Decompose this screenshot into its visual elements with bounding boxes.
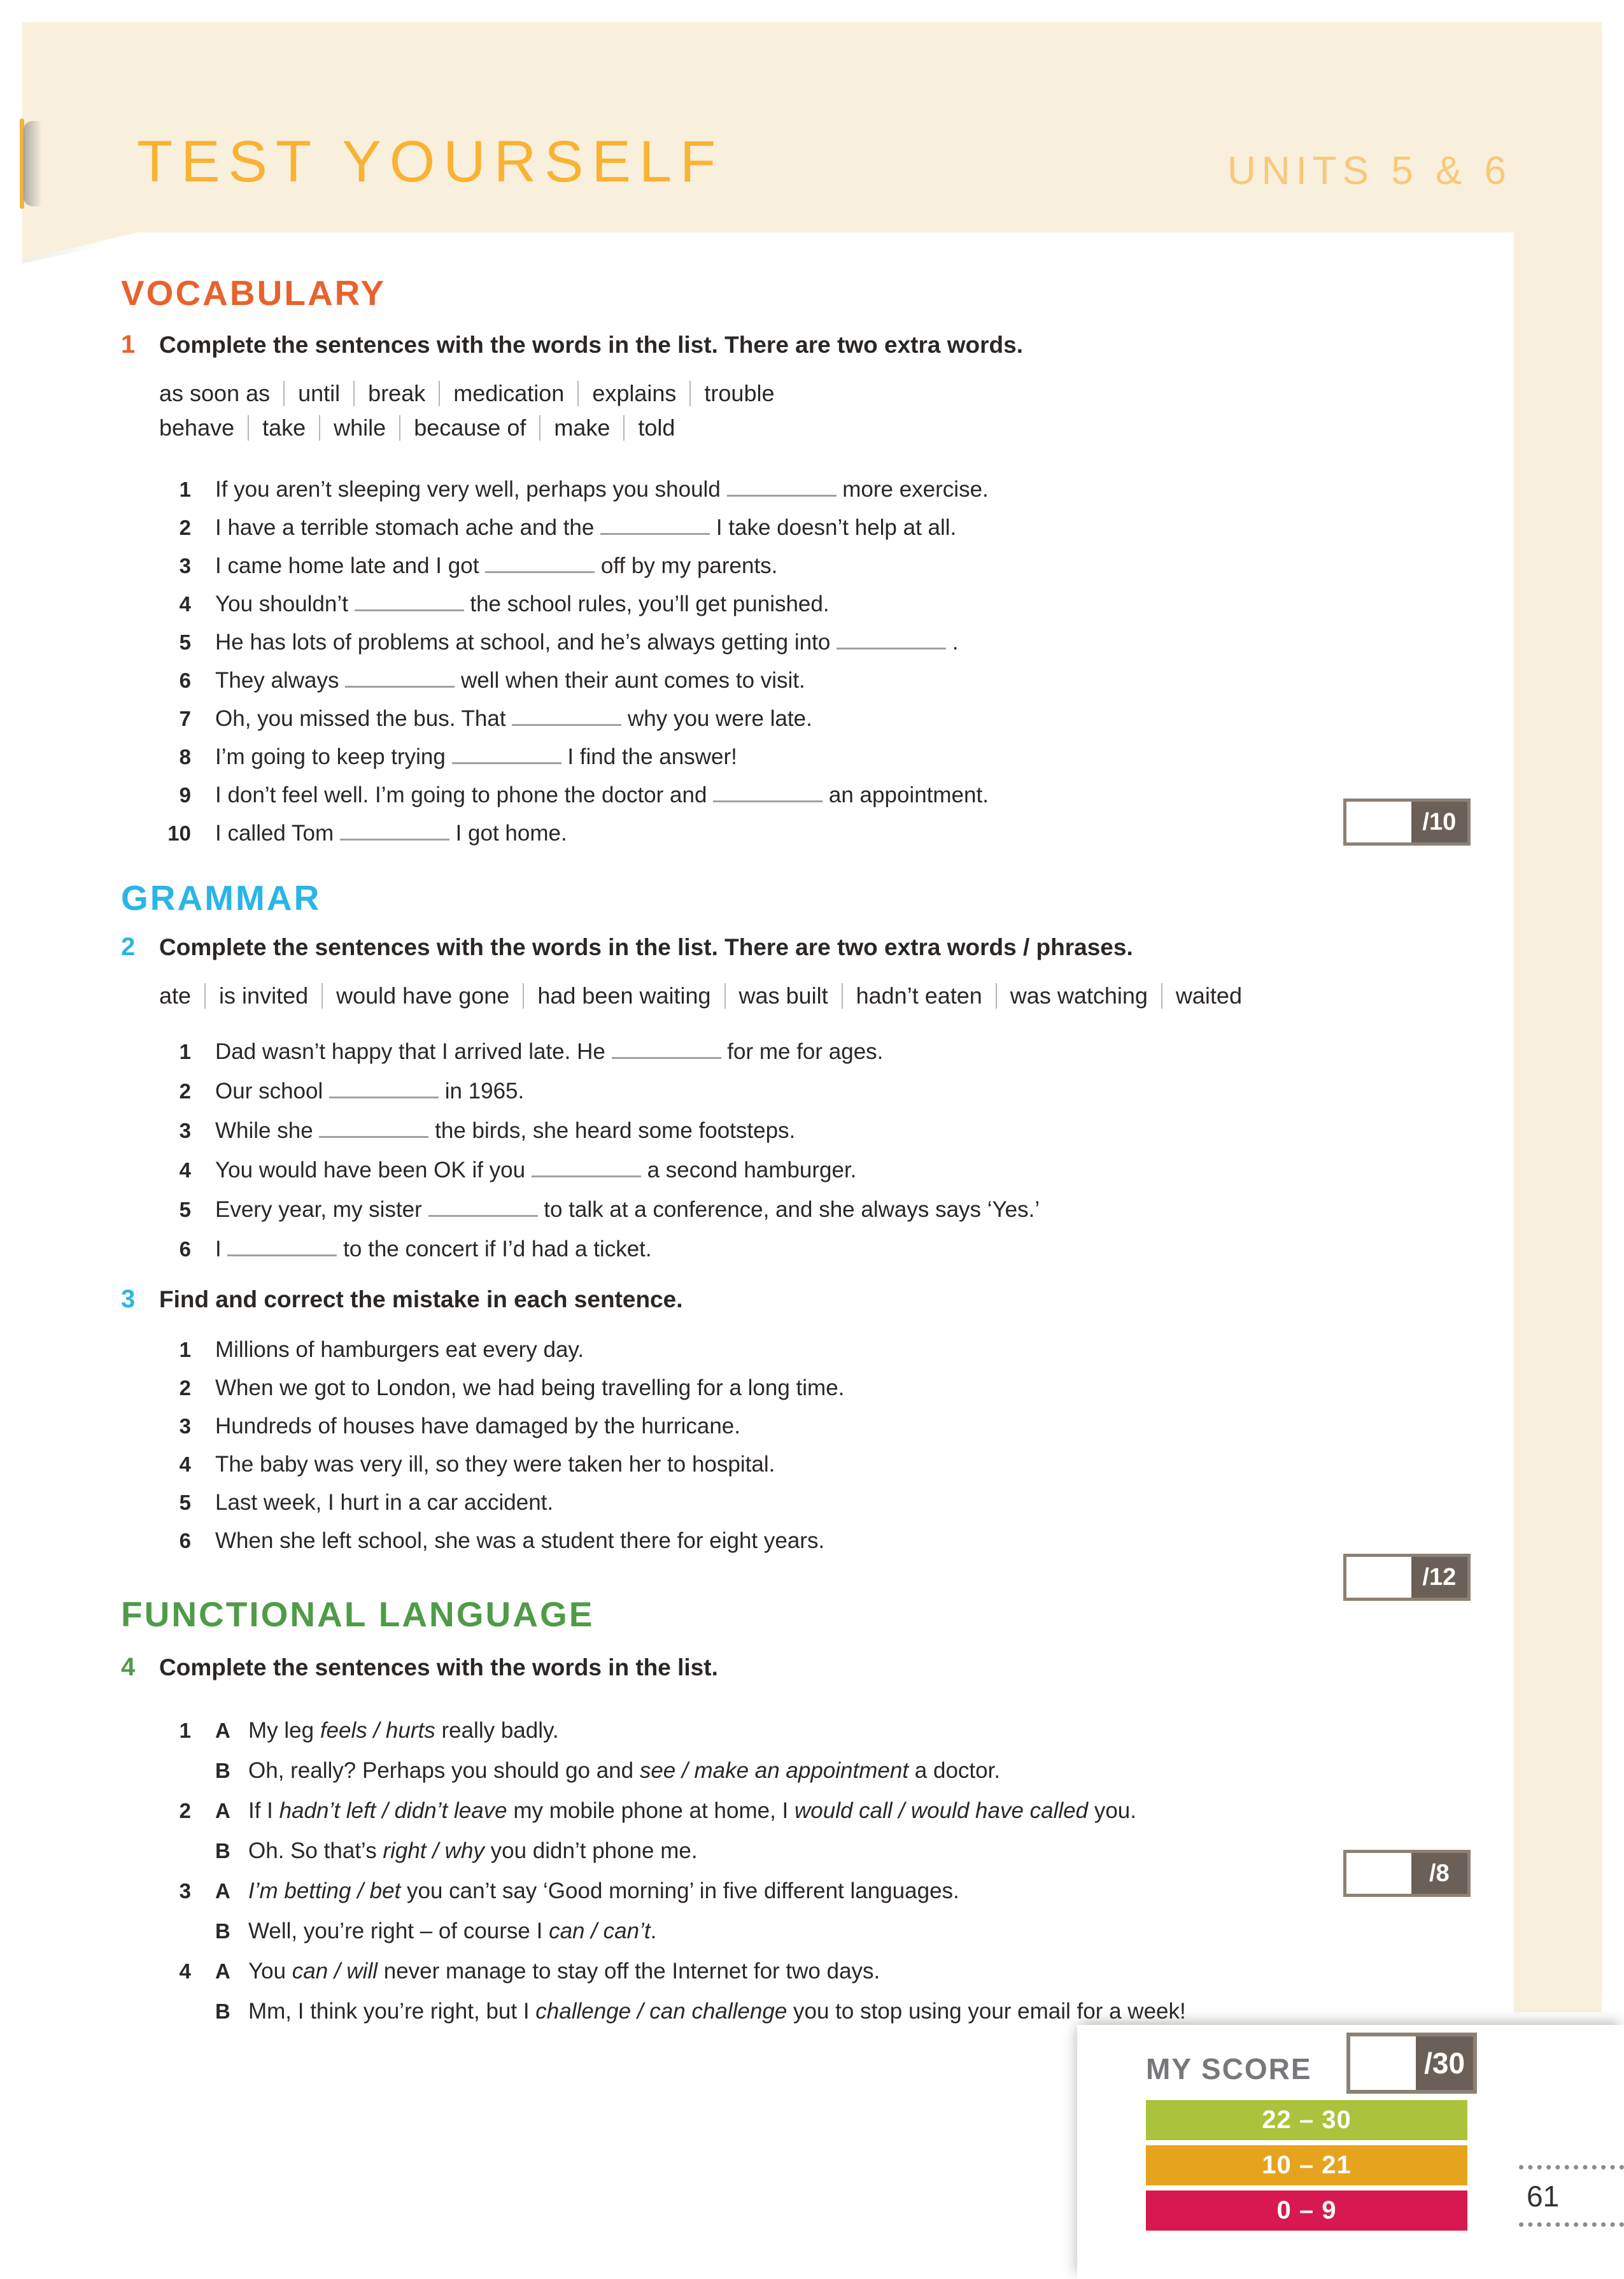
word-separator: [539, 415, 540, 441]
score-input-box[interactable]: [1350, 2036, 1416, 2090]
word-option: was watching: [1010, 983, 1148, 1009]
score-box-functional: [1343, 1850, 1471, 1897]
word-separator: [523, 983, 524, 1009]
exercise-item: [121, 776, 1515, 814]
item-text: I to the concert if I’d had a ticket.: [215, 1237, 652, 1261]
exercise-item: [121, 700, 1515, 738]
score-box-grammar: [1343, 1554, 1471, 1601]
word-separator: [1161, 983, 1162, 1009]
speaker-label: B: [215, 1999, 230, 2023]
exercise-item: [121, 1072, 1515, 1111]
exercise-1-word-list: [159, 376, 1515, 445]
word-option: is invited: [219, 983, 309, 1009]
item-number: 1: [179, 1040, 191, 1063]
item-number: [121, 1750, 191, 1791]
dialogue-line: [121, 1750, 1515, 1791]
answer-blank[interactable]: [485, 567, 595, 573]
line-text: Mm, I think you’re right, but I challenge / can challenge you to stop using your email for a week!: [248, 1999, 1186, 2024]
exercise-4-number: 4: [121, 1653, 136, 1681]
word-list-row: [159, 376, 1515, 411]
word-option: break: [368, 380, 426, 406]
score-box-vocabulary: [1343, 799, 1471, 846]
answer-blank[interactable]: [713, 797, 823, 802]
word-option: would have gone: [336, 983, 510, 1009]
exercise-3-instruction: Find and correct the mistake in each sentence.: [159, 1286, 683, 1312]
dialogue-line: [121, 1911, 1515, 1951]
speaker-label: A: [215, 1719, 230, 1742]
speaker-label: B: [215, 1839, 230, 1863]
choice-options: can / can’t: [549, 1919, 651, 1943]
word-option: hadn’t eaten: [856, 983, 982, 1009]
exercise-item: [121, 1190, 1515, 1230]
word-separator: [283, 381, 285, 406]
answer-blank[interactable]: [727, 491, 837, 497]
score-band: [1146, 2100, 1467, 2140]
word-option: because of: [414, 415, 526, 441]
item-text: The baby was very ill, so they were taken her to hospital.: [215, 1452, 775, 1477]
choice-options: hadn’t left / didn’t leave: [279, 1798, 507, 1823]
exercise-3-header: [121, 1284, 1515, 1314]
item-number: 4: [179, 1452, 191, 1476]
header-band: [22, 22, 1602, 232]
exercise-2-header: [121, 932, 1515, 962]
my-score-label: MY SCORE: [1146, 2052, 1312, 2085]
item-text: Oh, you missed the bus. That why you were late.: [215, 706, 812, 731]
line-text: Well, you’re right – of course I can / can’t.: [248, 1919, 657, 1943]
exercise-1-number: 1: [121, 330, 136, 359]
answer-blank[interactable]: [452, 758, 561, 764]
item-number: 2: [179, 1079, 191, 1103]
answer-blank[interactable]: [319, 1132, 428, 1138]
exercise-item: [121, 1151, 1515, 1190]
item-text: Our school in 1965.: [215, 1079, 525, 1104]
item-number: 6: [179, 1237, 191, 1261]
answer-blank[interactable]: [329, 1093, 439, 1098]
units-label: UNITS 5 & 6: [1227, 149, 1512, 193]
item-number: 8: [179, 745, 191, 769]
section-functional-language: [121, 1595, 1515, 2031]
word-option: until: [298, 380, 341, 406]
item-number: 6: [179, 1529, 191, 1552]
item-number: 4: [179, 1158, 191, 1182]
item-number: 1: [179, 1338, 191, 1361]
answer-blank[interactable]: [340, 835, 449, 841]
item-number: 1: [179, 1719, 191, 1742]
word-option: as soon as: [159, 380, 271, 406]
word-separator: [577, 381, 579, 406]
item-number: [121, 1911, 191, 1951]
exercise-item: [121, 585, 1515, 623]
exercise-item: [121, 1331, 1515, 1369]
item-text: I don’t feel well. I’m going to phone the doctor and an appointment.: [215, 783, 989, 807]
exercise-item: [121, 1407, 1515, 1445]
answer-blank[interactable]: [532, 1172, 641, 1177]
dialogue-line: [121, 1710, 1515, 1750]
choice-options: challenge / can challenge: [535, 1999, 787, 2024]
word-list-row: [159, 979, 1515, 1013]
line-text: I’m betting / bet you can’t say ‘Good morning’ in five different languages.: [248, 1878, 959, 1903]
item-text: When she left school, she was a student there for eight years.: [215, 1528, 825, 1553]
right-margin-band: [1514, 22, 1602, 2012]
dotted-divider-top: [1519, 2165, 1624, 2169]
section-heading-vocabulary: VOCABULARY: [121, 273, 386, 313]
speaker-label: A: [215, 1879, 230, 1903]
word-separator: [842, 983, 843, 1009]
item-text: You shouldn’t the school rules, you’ll get punished.: [215, 592, 830, 616]
score-input-box[interactable]: [1346, 1853, 1411, 1894]
side-tab-shadow: [24, 121, 45, 206]
score-max-label: /30: [1416, 2036, 1473, 2090]
word-separator: [996, 983, 997, 1009]
speaker-label: A: [215, 1799, 230, 1822]
item-number: 3: [179, 1119, 191, 1142]
word-separator: [248, 415, 249, 441]
exercise-2-number: 2: [121, 933, 136, 961]
answer-blank[interactable]: [227, 1251, 337, 1256]
line-text: If I hadn’t left / didn’t leave my mobile phone at home, I would call / would have called you.: [248, 1798, 1136, 1823]
word-option: was built: [738, 983, 828, 1009]
speaker-label: B: [215, 1919, 230, 1943]
word-option: make: [554, 415, 611, 441]
page-number: 61: [1527, 2180, 1560, 2213]
choice-options: see / make an appointment: [639, 1758, 909, 1783]
word-separator: [399, 415, 400, 441]
word-option: while: [334, 415, 386, 441]
word-option: had been waiting: [537, 983, 711, 1009]
item-number: 10: [167, 821, 191, 845]
my-score-panel: [1077, 2025, 1624, 2279]
choice-options: can / will: [292, 1959, 378, 1984]
answer-blank[interactable]: [612, 1053, 721, 1059]
item-number: 5: [179, 630, 191, 654]
answer-blank[interactable]: [600, 529, 710, 535]
item-number: 6: [179, 669, 191, 692]
exercise-4-header: [121, 1652, 1515, 1682]
item-text: While she the birds, she heard some footsteps.: [215, 1118, 796, 1143]
item-number: 2: [179, 516, 191, 539]
item-number: 3: [179, 554, 191, 578]
exercise-2-word-list: [159, 979, 1515, 1013]
word-option: take: [262, 415, 306, 441]
dialogue-line: [121, 1791, 1515, 1831]
item-number: 2: [179, 1799, 191, 1822]
choice-options: would call / would have called: [794, 1798, 1089, 1823]
item-number: 4: [179, 1959, 191, 1983]
exercise-3-number: 3: [121, 1285, 136, 1313]
line-text: You can / will never manage to stay off the Internet for two days.: [248, 1959, 880, 1984]
section-heading-functional-language: FUNCTIONAL LANGUAGE: [121, 1594, 595, 1634]
section-heading-grammar: GRAMMAR: [121, 878, 321, 918]
word-option: waited: [1175, 983, 1242, 1009]
exercise-item: [121, 1445, 1515, 1484]
item-number: 7: [179, 707, 191, 730]
word-separator: [623, 415, 625, 441]
item-number: 5: [179, 1491, 191, 1514]
item-text: I called Tom I got home.: [215, 821, 567, 846]
item-number: 1: [179, 478, 191, 501]
item-text: He has lots of problems at school, and he’s always getting into .: [215, 630, 959, 655]
item-text: Hundreds of houses have damaged by the hurricane.: [215, 1414, 740, 1438]
exercise-item: [121, 738, 1515, 776]
exercise-item: [121, 547, 1515, 585]
choice-options: I’m betting / bet: [248, 1878, 401, 1903]
page-title: TEST YOURSELF: [137, 129, 724, 194]
dotted-divider-bottom: [1519, 2222, 1624, 2227]
item-text: Dad wasn’t happy that I arrived late. He for me for ages.: [215, 1039, 884, 1064]
exercise-1-instruction: Complete the sentences with the words in the list. There are two extra words.: [159, 332, 1023, 358]
item-number: 9: [179, 783, 191, 807]
score-band: [1146, 2145, 1467, 2185]
word-option: trouble: [704, 380, 775, 406]
dialogue-line: [121, 1951, 1515, 1991]
item-number: 5: [179, 1198, 191, 1221]
choice-options: right / why: [383, 1838, 484, 1863]
score-input-box[interactable]: [1346, 1557, 1411, 1598]
item-text: Every year, my sister to talk at a conference, and she always says ‘Yes.’: [215, 1197, 1040, 1222]
answer-blank[interactable]: [345, 682, 455, 688]
word-list-row: [159, 411, 1515, 445]
line-text: Oh. So that’s right / why you didn’t phone me.: [248, 1838, 698, 1863]
item-text: I came home late and I got off by my parents.: [215, 553, 778, 578]
exercise-item: [121, 623, 1515, 662]
item-number: 3: [179, 1414, 191, 1438]
item-text: Last week, I hurt in a car accident.: [215, 1490, 554, 1515]
score-max-label: /12: [1411, 1557, 1467, 1598]
exercise-item: [121, 1230, 1515, 1269]
item-number: [121, 1991, 191, 2031]
dialogue-line: [121, 1871, 1515, 1911]
item-number: 4: [179, 592, 191, 616]
score-band-range: 22 – 30: [1262, 2106, 1352, 2134]
exercise-item: [121, 471, 1515, 509]
exercise-2-instruction: Complete the sentences with the words in the list. There are two extra words / phrases.: [159, 934, 1133, 960]
item-text: If you aren’t sleeping very well, perhaps you should more exercise.: [215, 477, 989, 502]
answer-blank[interactable]: [512, 720, 621, 726]
exercise-item: [121, 1111, 1515, 1151]
exercise-4-instruction: Complete the sentences with the words in the list.: [159, 1654, 718, 1680]
score-max-label: /10: [1411, 802, 1467, 842]
exercise-item: [121, 509, 1515, 547]
word-separator: [204, 983, 206, 1009]
speaker-label: B: [215, 1759, 230, 1782]
exercise-4-dialogues: [121, 1710, 1515, 2031]
item-text: When we got to London, we had being travelling for a long time.: [215, 1375, 845, 1400]
word-option: ate: [159, 983, 192, 1009]
score-band-range: 10 – 21: [1262, 2151, 1352, 2179]
exercise-item: [121, 1522, 1515, 1560]
dialogue-line: [121, 1831, 1515, 1871]
score-box-total: [1346, 2033, 1477, 2094]
score-band-range: 0 – 9: [1276, 2196, 1337, 2224]
word-separator: [724, 983, 726, 1009]
exercise-item: [121, 1369, 1515, 1407]
exercise-3-items: [121, 1331, 1515, 1560]
score-max-label: /8: [1411, 1853, 1467, 1894]
word-separator: [689, 381, 691, 406]
answer-blank[interactable]: [428, 1211, 538, 1217]
exercise-2-items: [121, 1032, 1515, 1269]
item-number: [121, 1831, 191, 1871]
item-text: They always well when their aunt comes to visit.: [215, 668, 805, 693]
exercise-1-header: [121, 330, 1515, 360]
word-separator: [319, 415, 320, 441]
word-option: told: [638, 415, 675, 441]
line-text: My leg feels / hurts really badly.: [248, 1718, 559, 1743]
section-grammar: [121, 879, 1515, 1560]
score-bands: [1146, 2100, 1467, 2236]
word-separator: [321, 983, 323, 1009]
exercise-1-items: [121, 471, 1515, 853]
word-separator: [353, 381, 355, 406]
item-text: I have a terrible stomach ache and the I take doesn’t help at all.: [215, 515, 957, 540]
item-text: Millions of hamburgers eat every day.: [215, 1337, 584, 1362]
speaker-label: A: [215, 1959, 230, 1983]
exercise-item: [121, 814, 1515, 853]
item-number: 2: [179, 1376, 191, 1400]
section-vocabulary: [121, 274, 1515, 853]
line-text: Oh, really? Perhaps you should go and see / make an appointment a doctor.: [248, 1758, 1001, 1783]
word-option: medication: [453, 380, 565, 406]
answer-blank[interactable]: [355, 606, 464, 611]
answer-blank[interactable]: [837, 644, 946, 650]
word-option: explains: [592, 380, 677, 406]
word-separator: [439, 381, 440, 406]
exercise-item: [121, 662, 1515, 700]
exercise-item: [121, 1032, 1515, 1072]
score-input-box[interactable]: [1346, 802, 1411, 842]
word-option: behave: [159, 415, 235, 441]
choice-options: feels / hurts: [320, 1718, 435, 1743]
exercise-item: [121, 1484, 1515, 1522]
item-number: 3: [179, 1879, 191, 1903]
item-text: I’m going to keep trying I find the answer!: [215, 744, 737, 769]
score-band: [1146, 2190, 1467, 2231]
item-text: You would have been OK if you a second hamburger.: [215, 1158, 857, 1182]
